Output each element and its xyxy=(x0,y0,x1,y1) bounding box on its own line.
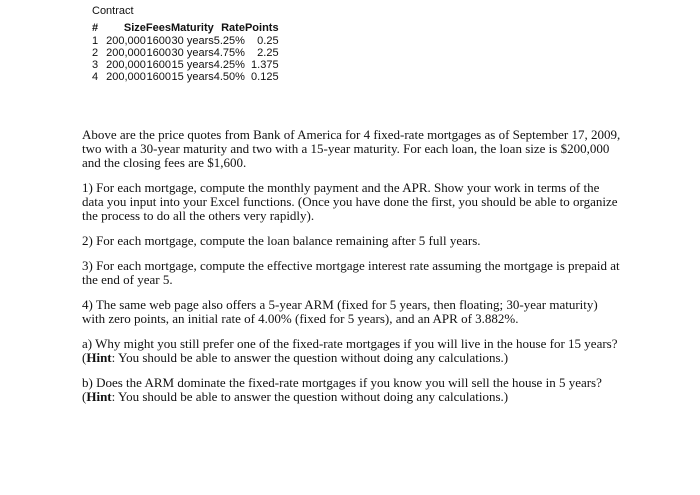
fees-cell: 1600 xyxy=(146,59,171,71)
question-2: 2) For each mortgage, compute the loan balance remaining after 5 full years. xyxy=(82,233,481,248)
question-3: 3) For each mortgage, compute the effective mortgage interest rate assuming the mortgage is prepaid at the end of year 5. xyxy=(82,258,620,287)
question-b-text: b) Does the ARM dominate the fixed-rate mortgages if you know you will sell the house in 5 years? xyxy=(82,375,602,390)
fees-cell: 1600 xyxy=(146,47,171,59)
maturity-cell: 15 years xyxy=(171,59,214,71)
size-header: Size xyxy=(123,21,146,34)
maturity-cell: 15 years xyxy=(171,71,214,83)
points-cell: 2.25 xyxy=(257,47,279,59)
question-b-hint-label: Hint xyxy=(86,389,112,404)
row-number: 2 xyxy=(92,47,99,59)
rate-cell: 4.25% xyxy=(213,59,245,71)
points-cell: 0.125 xyxy=(251,71,279,83)
row-number: 3 xyxy=(92,59,99,71)
question-1: 1) For each mortgage, compute the monthly payment and the APR. Show your work in terms of the data you input into your Excel functions. (Once you have done the first, you should be able to organize the process to do all the others very rapidly). xyxy=(82,180,618,223)
question-a-text: a) Why might you still prefer one of the fixed-rate mortgages if you will live in the house for 15 years? xyxy=(82,336,618,351)
rate-cell: 4.50% xyxy=(213,71,245,83)
question-a: a) Why might you still prefer one of the fixed-rate mortgages if you will live in the house for 15 years? (Hint: You should be able to answer the question without doing any calculations.) xyxy=(82,336,618,365)
mortgage-quotes-table-area xyxy=(92,5,279,83)
fees-cell: 1600 xyxy=(146,71,171,83)
problem-text xyxy=(82,128,624,404)
mortgage-quotes-table xyxy=(92,20,279,83)
table-row xyxy=(92,47,279,59)
points-cell: 1.375 xyxy=(251,59,279,71)
question-4: 4) The same web page also offers a 5-year ARM (fixed for 5 years, then floating; 30-year maturity) with zero points, an initial rate of 4.00% (fixed for 5 years), and an APR of 3.882%. xyxy=(82,297,598,326)
number-header: # xyxy=(92,21,99,34)
question-a-hint-label: Hint xyxy=(86,350,112,365)
table-row xyxy=(92,59,279,71)
points-cell: 0.25 xyxy=(257,35,279,47)
size-cell: 200,000 xyxy=(106,71,146,83)
size-cell: 200,000 xyxy=(106,35,146,47)
table-header-row xyxy=(92,20,279,35)
size-cell: 200,000 xyxy=(106,59,146,71)
fees-cell: 1600 xyxy=(146,35,171,47)
rate-header: Rate xyxy=(221,21,245,34)
contract-label: Contract xyxy=(92,5,134,17)
rate-cell: 4.75% xyxy=(213,47,245,59)
maturity-cell: 30 years xyxy=(171,47,214,59)
rate-cell: 5.25% xyxy=(213,35,245,47)
fees-header: Fees xyxy=(145,21,171,34)
table-row xyxy=(92,35,279,47)
table-row xyxy=(92,71,279,83)
question-b-hint: : You should be able to answer the question without doing any calculations.) xyxy=(111,389,509,404)
maturity-header: Maturity xyxy=(170,21,214,34)
size-cell: 200,000 xyxy=(106,47,146,59)
row-number: 1 xyxy=(92,35,99,47)
question-b: b) Does the ARM dominate the fixed-rate mortgages if you know you will sell the house in 5 years? (Hint: You should be able to answer the question without doing any calculations.) xyxy=(82,375,602,404)
question-a-hint: : You should be able to answer the question without doing any calculations.) xyxy=(111,350,509,365)
points-header: Points xyxy=(244,21,279,34)
row-number: 4 xyxy=(92,71,99,83)
intro-paragraph: Above are the price quotes from Bank of America for 4 fixed-rate mortgages as of September 17, 2009, two with a 30-year maturity and two with a 15-year maturity. For each loan, the loan size is $200,000 and the closing fees are $1,600. xyxy=(82,127,621,170)
maturity-cell: 30 years xyxy=(171,35,214,47)
